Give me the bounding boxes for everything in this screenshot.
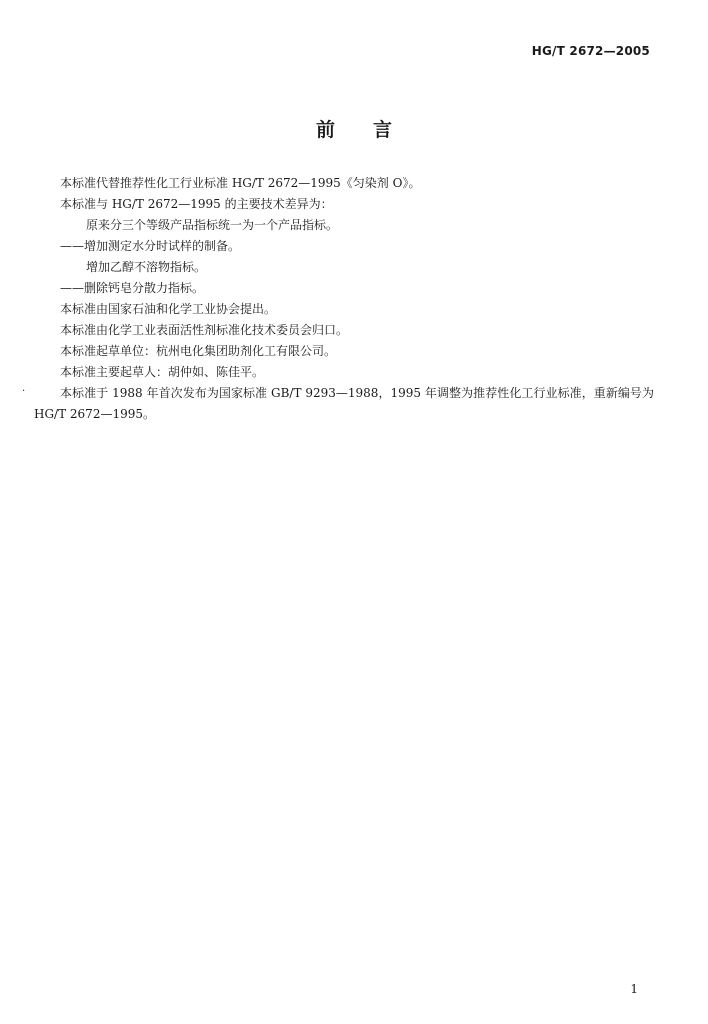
paragraph: 本标准由化学工业表面活性剂标准化技术委员会归口。: [60, 323, 349, 337]
page-number: 1: [630, 982, 638, 996]
paragraph: 本标准代替推荐性化工行业标准 HG/T 2672—1995《匀染剂 O》。: [60, 176, 421, 190]
paragraph: 原来分三个等级产品指标统一为一个产品指标。: [86, 218, 339, 232]
paragraph: 本标准主要起草人：胡仲如、陈佳平。: [60, 365, 265, 379]
paragraph: 本标准与 HG/T 2672—1995 的主要技术差异为：: [60, 197, 333, 211]
paragraph: ——删除钙皂分散力指标。: [60, 281, 205, 295]
page-title: 前言: [315, 119, 430, 141]
paragraph: 本标准由国家石油和化学工业协会提出。: [60, 302, 277, 316]
standard-number: HG/T 2672—2005: [531, 44, 650, 58]
paragraph: 增加乙醇不溶物指标。: [86, 260, 207, 274]
margin-mark: .: [22, 383, 26, 394]
paragraph: 本标准起草单位：杭州电化集团助剂化工有限公司。: [60, 344, 337, 358]
foreword-body: [34, 173, 654, 425]
paragraph: 本标准于 1988 年首次发布为国家标准 GB/T 9293—1988，1995 年调整为推荐性化工行业标准，重新编号为 HG/T 2672—1995。: [34, 386, 654, 421]
paragraph: ——增加测定水分时试样的制备。: [60, 239, 241, 253]
